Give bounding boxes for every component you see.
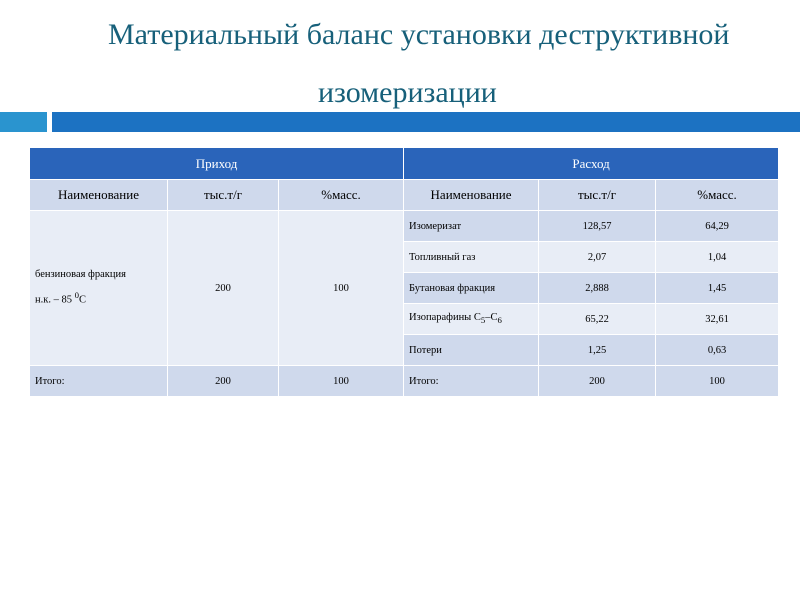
output-amount-cell: 2,888 (539, 273, 656, 304)
output-amount-cell: 65,22 (539, 304, 656, 335)
total-out-label: Итого: (404, 366, 539, 397)
output-percent-cell: 0,63 (656, 335, 779, 366)
group-header-in: Приход (30, 148, 404, 180)
output-name-cell: Бутановая фракция (404, 273, 539, 304)
col-header-out-percent: %масс. (656, 180, 779, 211)
output-percent-cell: 64,29 (656, 211, 779, 242)
output-name-cell: Потери (404, 335, 539, 366)
input-name-prefix: н.к. – 85 (35, 294, 75, 306)
output-amount-cell: 1,25 (539, 335, 656, 366)
column-header-row (30, 180, 779, 211)
slide-title-line2: изомеризации (318, 76, 497, 109)
output-name-sub2: 6 (497, 315, 502, 326)
table-row (30, 211, 779, 242)
slide-title-line1: Материальный баланс установки деструктивной (108, 18, 730, 51)
input-amount-cell: 200 (168, 211, 279, 366)
output-name-prefix: Изопарафины С (409, 312, 481, 324)
totals-row (30, 366, 779, 397)
output-name-sub1: 5 (480, 315, 486, 326)
output-percent-cell: 1,04 (656, 242, 779, 273)
output-percent-cell: 32,61 (656, 304, 779, 335)
output-amount-cell: 2,07 (539, 242, 656, 273)
output-amount-cell: 128,57 (539, 211, 656, 242)
col-header-in-name: Наименование (30, 180, 168, 211)
total-in-amount: 200 (168, 366, 279, 397)
total-in-percent: 100 (279, 366, 404, 397)
accent-bar-small (0, 112, 47, 132)
output-name-cell (404, 304, 539, 335)
input-percent-cell: 100 (279, 211, 404, 366)
output-name-cell: Изомеризат (404, 211, 539, 242)
input-name-sup: 0 (74, 290, 79, 301)
accent-bar-large (52, 112, 800, 132)
input-name-suffix: С (78, 294, 86, 306)
total-out-amount: 200 (539, 366, 656, 397)
input-name-line1: бензиновая фракция (35, 269, 126, 281)
output-name-cell: Топливный газ (404, 242, 539, 273)
col-header-in-percent: %масс. (279, 180, 404, 211)
group-header-row (30, 148, 779, 180)
material-balance-table (29, 147, 779, 397)
input-name-line2 (35, 285, 167, 311)
input-name-cell (30, 211, 168, 366)
total-out-percent: 100 (656, 366, 779, 397)
total-in-label: Итого: (30, 366, 168, 397)
output-name-mid: –С (485, 312, 498, 324)
output-percent-cell: 1,45 (656, 273, 779, 304)
col-header-in-amount: тыс.т/г (168, 180, 279, 211)
col-header-out-name: Наименование (404, 180, 539, 211)
group-header-out: Расход (404, 148, 779, 180)
col-header-out-amount: тыс.т/г (539, 180, 656, 211)
